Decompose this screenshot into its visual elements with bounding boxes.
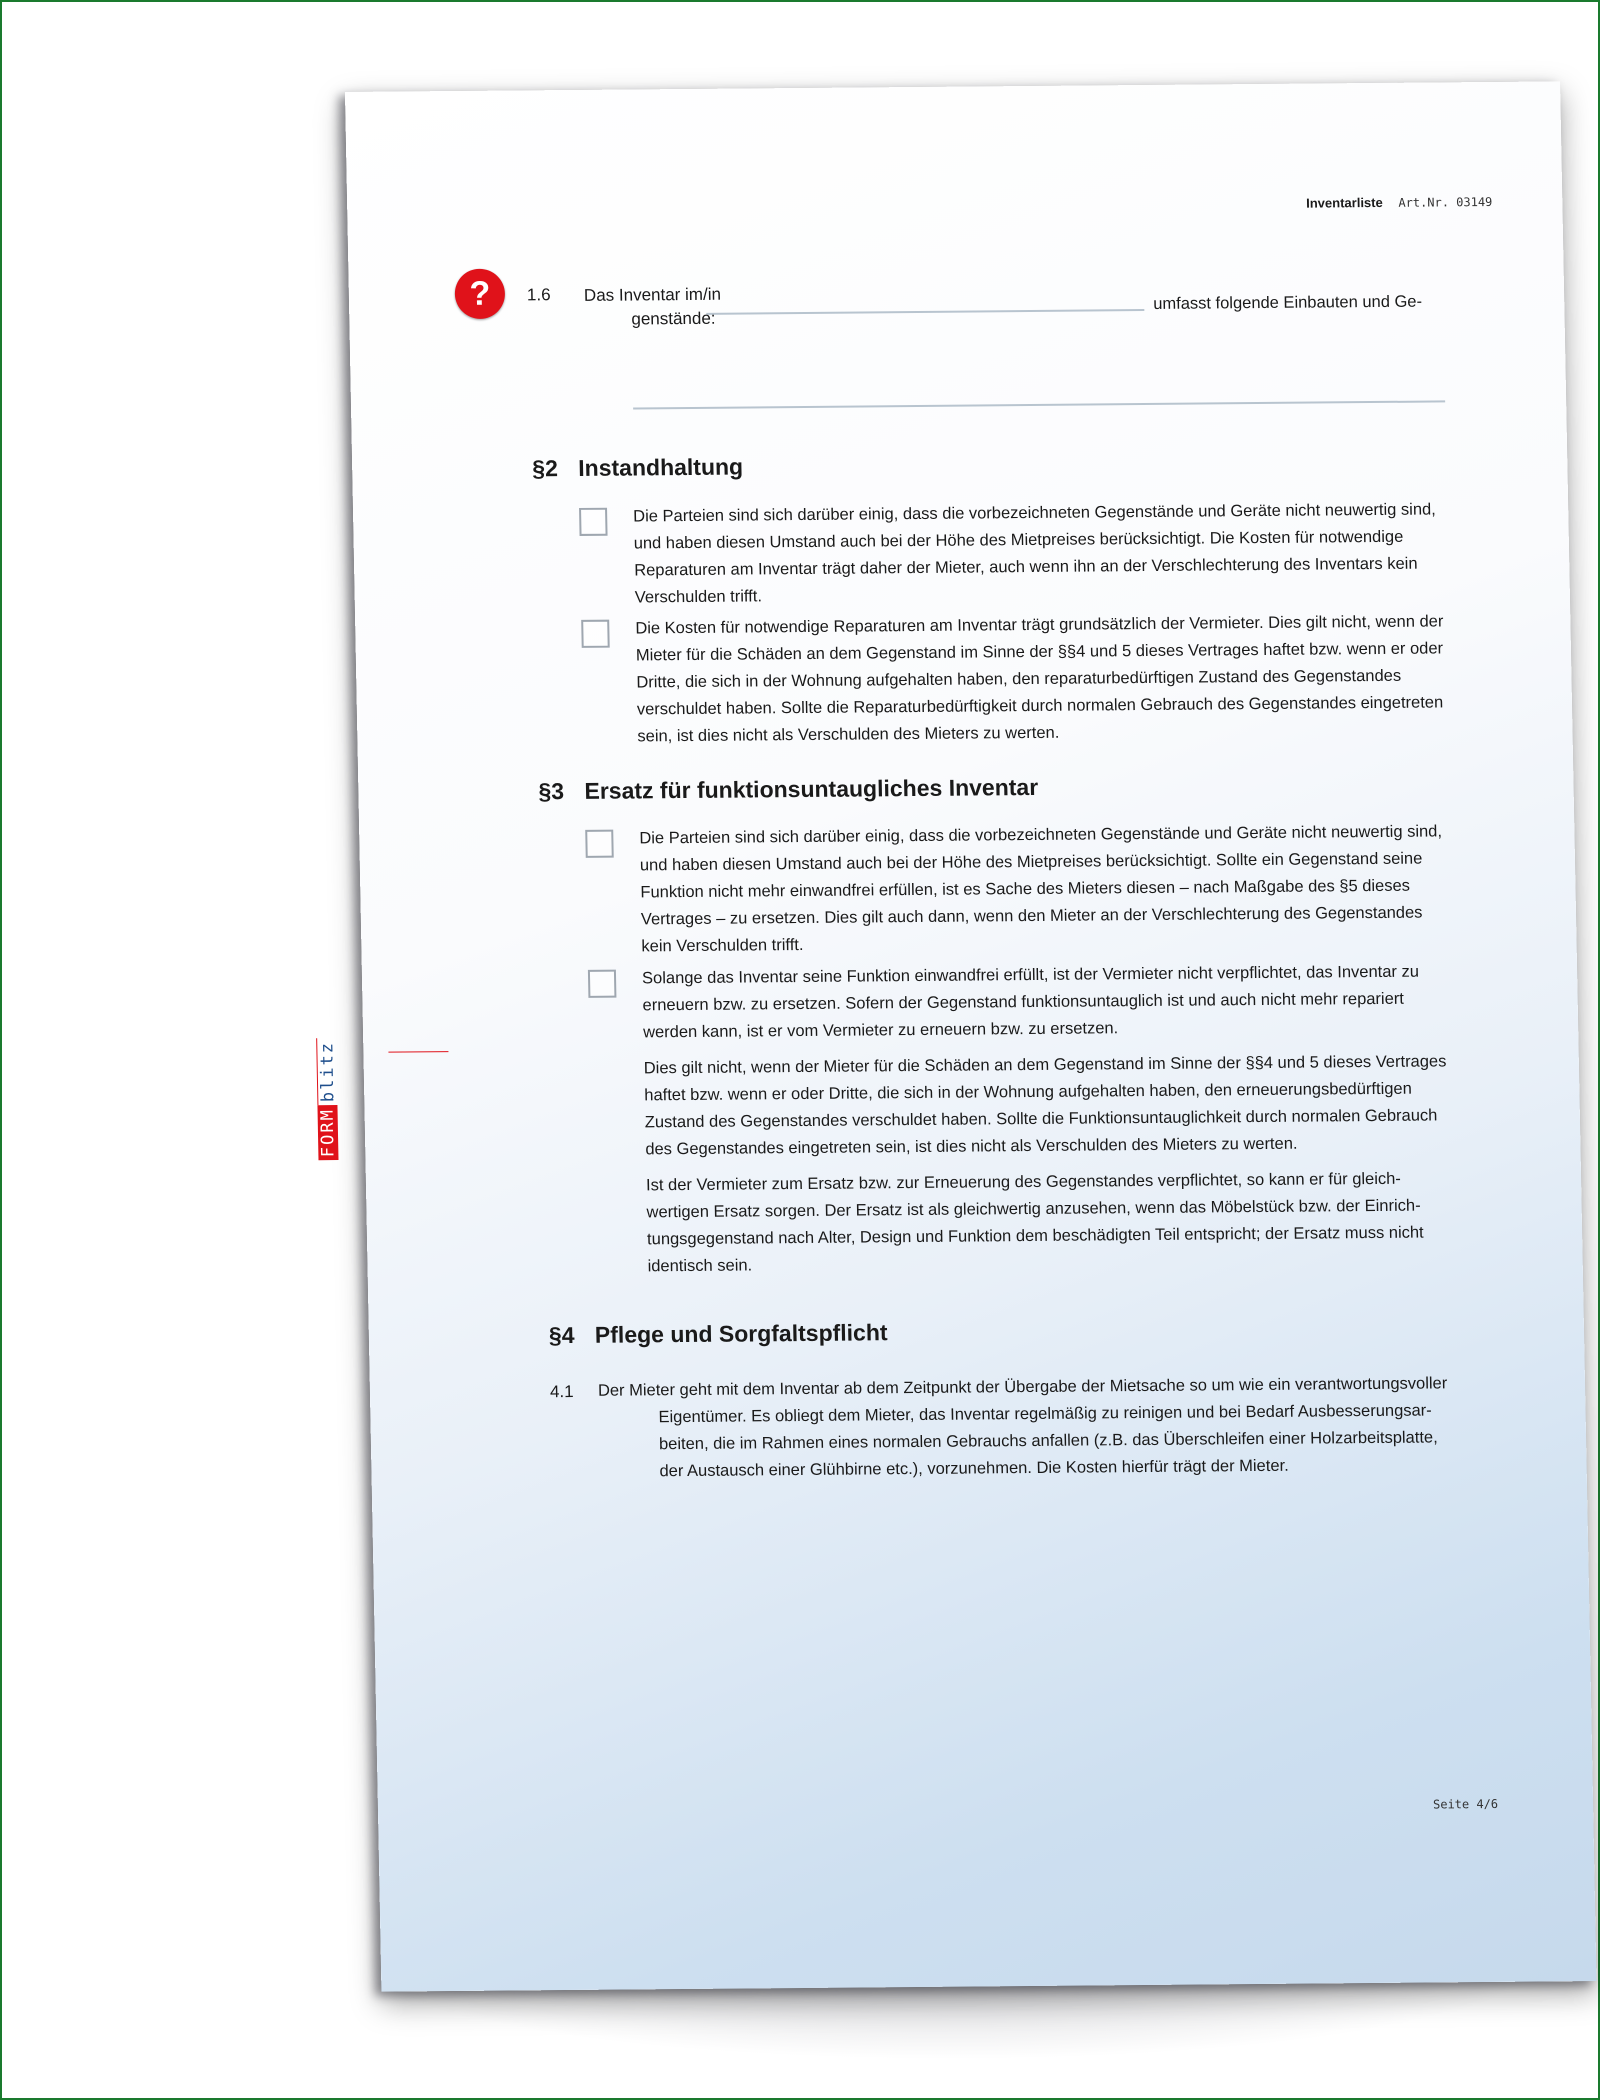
document-header xyxy=(1306,194,1492,211)
brand-marker-line xyxy=(388,1051,448,1053)
section-2-option-2: Die Kosten für notwendige Reparaturen am Inventar trägt grundsätzlich der Vermieter. Dies gilt nicht, wenn der Mieter für die Schäden an dem Gegenstand im Sinne der §§4 und 5 dieses Vertrages haftet bzw. wenn er oder Dritte, die sich in der Wohnung aufgehalten haben, den reparaturbedürftigen Zustand des Gegenstandes verschuldet haben. Sollte die Reparaturbedürftigkeit durch normalen Gebrauch des Gegenstandes eingetreten sein, ist dies nicht als Verschulden des Mieters zu werten. xyxy=(635,612,1444,746)
item-number-4-1: 4.1 xyxy=(549,1381,574,1402)
inventory-location-input[interactable] xyxy=(706,309,1144,315)
section-3-paragraph-2: Dies gilt nicht, wenn der Mieter für die Schäden an dem Gegenstand im Sinne der §§4 und 5 dieses Vertrages haftet bzw. wenn er oder Dritte, die sich in der Wohnung aufgehalten haben, den erneuerungsbedürftigen Zustand des Gegenstandes verschuldet haben. Sollte die Funktionsuntauglichkeit durch normalen Gebrauch des Gegenstandes eingetreten sein, ist dies nicht als Verschulden des Mieters zu werten. xyxy=(643,1052,1447,1159)
item-4-1-first-line: Der Mieter geht mit dem Inventar ab dem Zeitpunkt der Übergabe der Mietsache so um wie ein verantwortungsvoller xyxy=(597,1374,1448,1400)
option-checkbox-3-2[interactable] xyxy=(588,970,617,998)
section-2-title: Instandhaltung xyxy=(578,453,744,481)
section-3-heading xyxy=(538,774,1038,805)
item-4-1-rest: Eigentümer. Es obliegt dem Mieter, das Inventar regelmäßig zu reinigen und bei Bedarf Ausbesserungsar-beiten, die im Rahmen eines normalen Gebrauchs anfallen (z.B. das Überschleifen einer Holzarbeitsplatte, der Austausch einer Glühbirne etc.), vorzunehmen. Die Kosten hierfür trägt der Mieter. xyxy=(658,1401,1438,1481)
item-4-1-text xyxy=(598,1370,1465,1486)
section-3-number: §3 xyxy=(538,778,565,805)
page-number: Seite 4/6 xyxy=(1432,1796,1499,1812)
item-1-6-lead: Das Inventar im/in xyxy=(583,284,722,305)
section-4-title: Pflege und Sorgfaltspflicht xyxy=(594,1319,888,1348)
item-number-1-6: 1.6 xyxy=(526,285,551,305)
document-title: Inventarliste xyxy=(1306,194,1383,211)
section-4-number: §4 xyxy=(548,1321,575,1349)
section-4-heading xyxy=(549,1319,888,1349)
item-1-6-continuation: genstände: xyxy=(631,308,716,329)
document-page xyxy=(316,81,1596,1991)
item-1-6-tail: umfasst folgende Einbauten und Ge- xyxy=(1153,292,1423,313)
section-3-title: Ersatz für funktionsuntaugliches Inventar xyxy=(584,773,1039,804)
formblitz-logo xyxy=(315,1010,340,1160)
section-2-heading xyxy=(532,454,743,483)
brand-blitz: blitz xyxy=(316,1038,338,1105)
inventory-items-input[interactable] xyxy=(633,400,1445,409)
article-number: Art.Nr. 03149 xyxy=(1398,194,1493,210)
section-3-option-2: Solange das Inventar seine Funktion einwandfrei erfüllt, ist der Vermieter nicht verpflichtet, das Inventar zu erneuern bzw. zu ersetzen. Sofern der Gegenstand funktionsuntauglich ist und auch nicht mehr repariert werden kann, ist er vom Vermieter zu erneuern bzw. zu ersetzen. xyxy=(641,962,1420,1042)
section-2-option-1: Die Parteien sind sich darüber einig, dass die vorbezeichneten Gegenstände und Geräte nicht neuwertig sind, und haben diesen Umstand auch bei der Höhe des Mietpreises berücksichtigt. Die Kosten für notwendige Reparaturen am Inventar trägt daher der Mieter, auch wenn ihn an der Verschlechterung des Inventars kein Verschulden trifft. xyxy=(633,500,1436,607)
option-checkbox-2-1[interactable] xyxy=(579,508,608,536)
section-3-option-1: Die Parteien sind sich darüber einig, dass die vorbezeichneten Gegenstände und Geräte nicht neuwertig sind, und haben diesen Umstand auch bei der Höhe des Mietpreises berücksichtigt. Sollte ein Gegenstand seine Funktion nicht mehr einwandfrei erfüllen, ist es Sache des Mieters diesen – nach Maßgabe des §5 dieses Vertrages – zu ersetzen. Dies gilt auch dann, wenn den Mieter an der Verschlechterung des Gegenstandes kein Verschulden trifft. xyxy=(639,822,1443,956)
option-checkbox-3-1[interactable] xyxy=(585,830,614,858)
section-2-number: §2 xyxy=(532,455,559,482)
option-checkbox-2-2[interactable] xyxy=(581,620,610,648)
section-3-paragraph-3: Ist der Vermieter zum Ersatz bzw. zur Erneuerung des Gegenstandes verpflichtet, so kann er für gleich-wertigen Ersatz sorgen. Der Ersatz ist als gleichwertig anzusehen, wenn das Möbelstück bzw. der Einrich-tungsgegenstand nach Alter, Design und Funktion dem beschädigten Teil entspricht; der Ersatz muss nicht identisch sein. xyxy=(645,1169,1424,1276)
brand-form: FORM xyxy=(317,1105,338,1160)
question-mark-icon[interactable]: ? xyxy=(454,269,505,319)
